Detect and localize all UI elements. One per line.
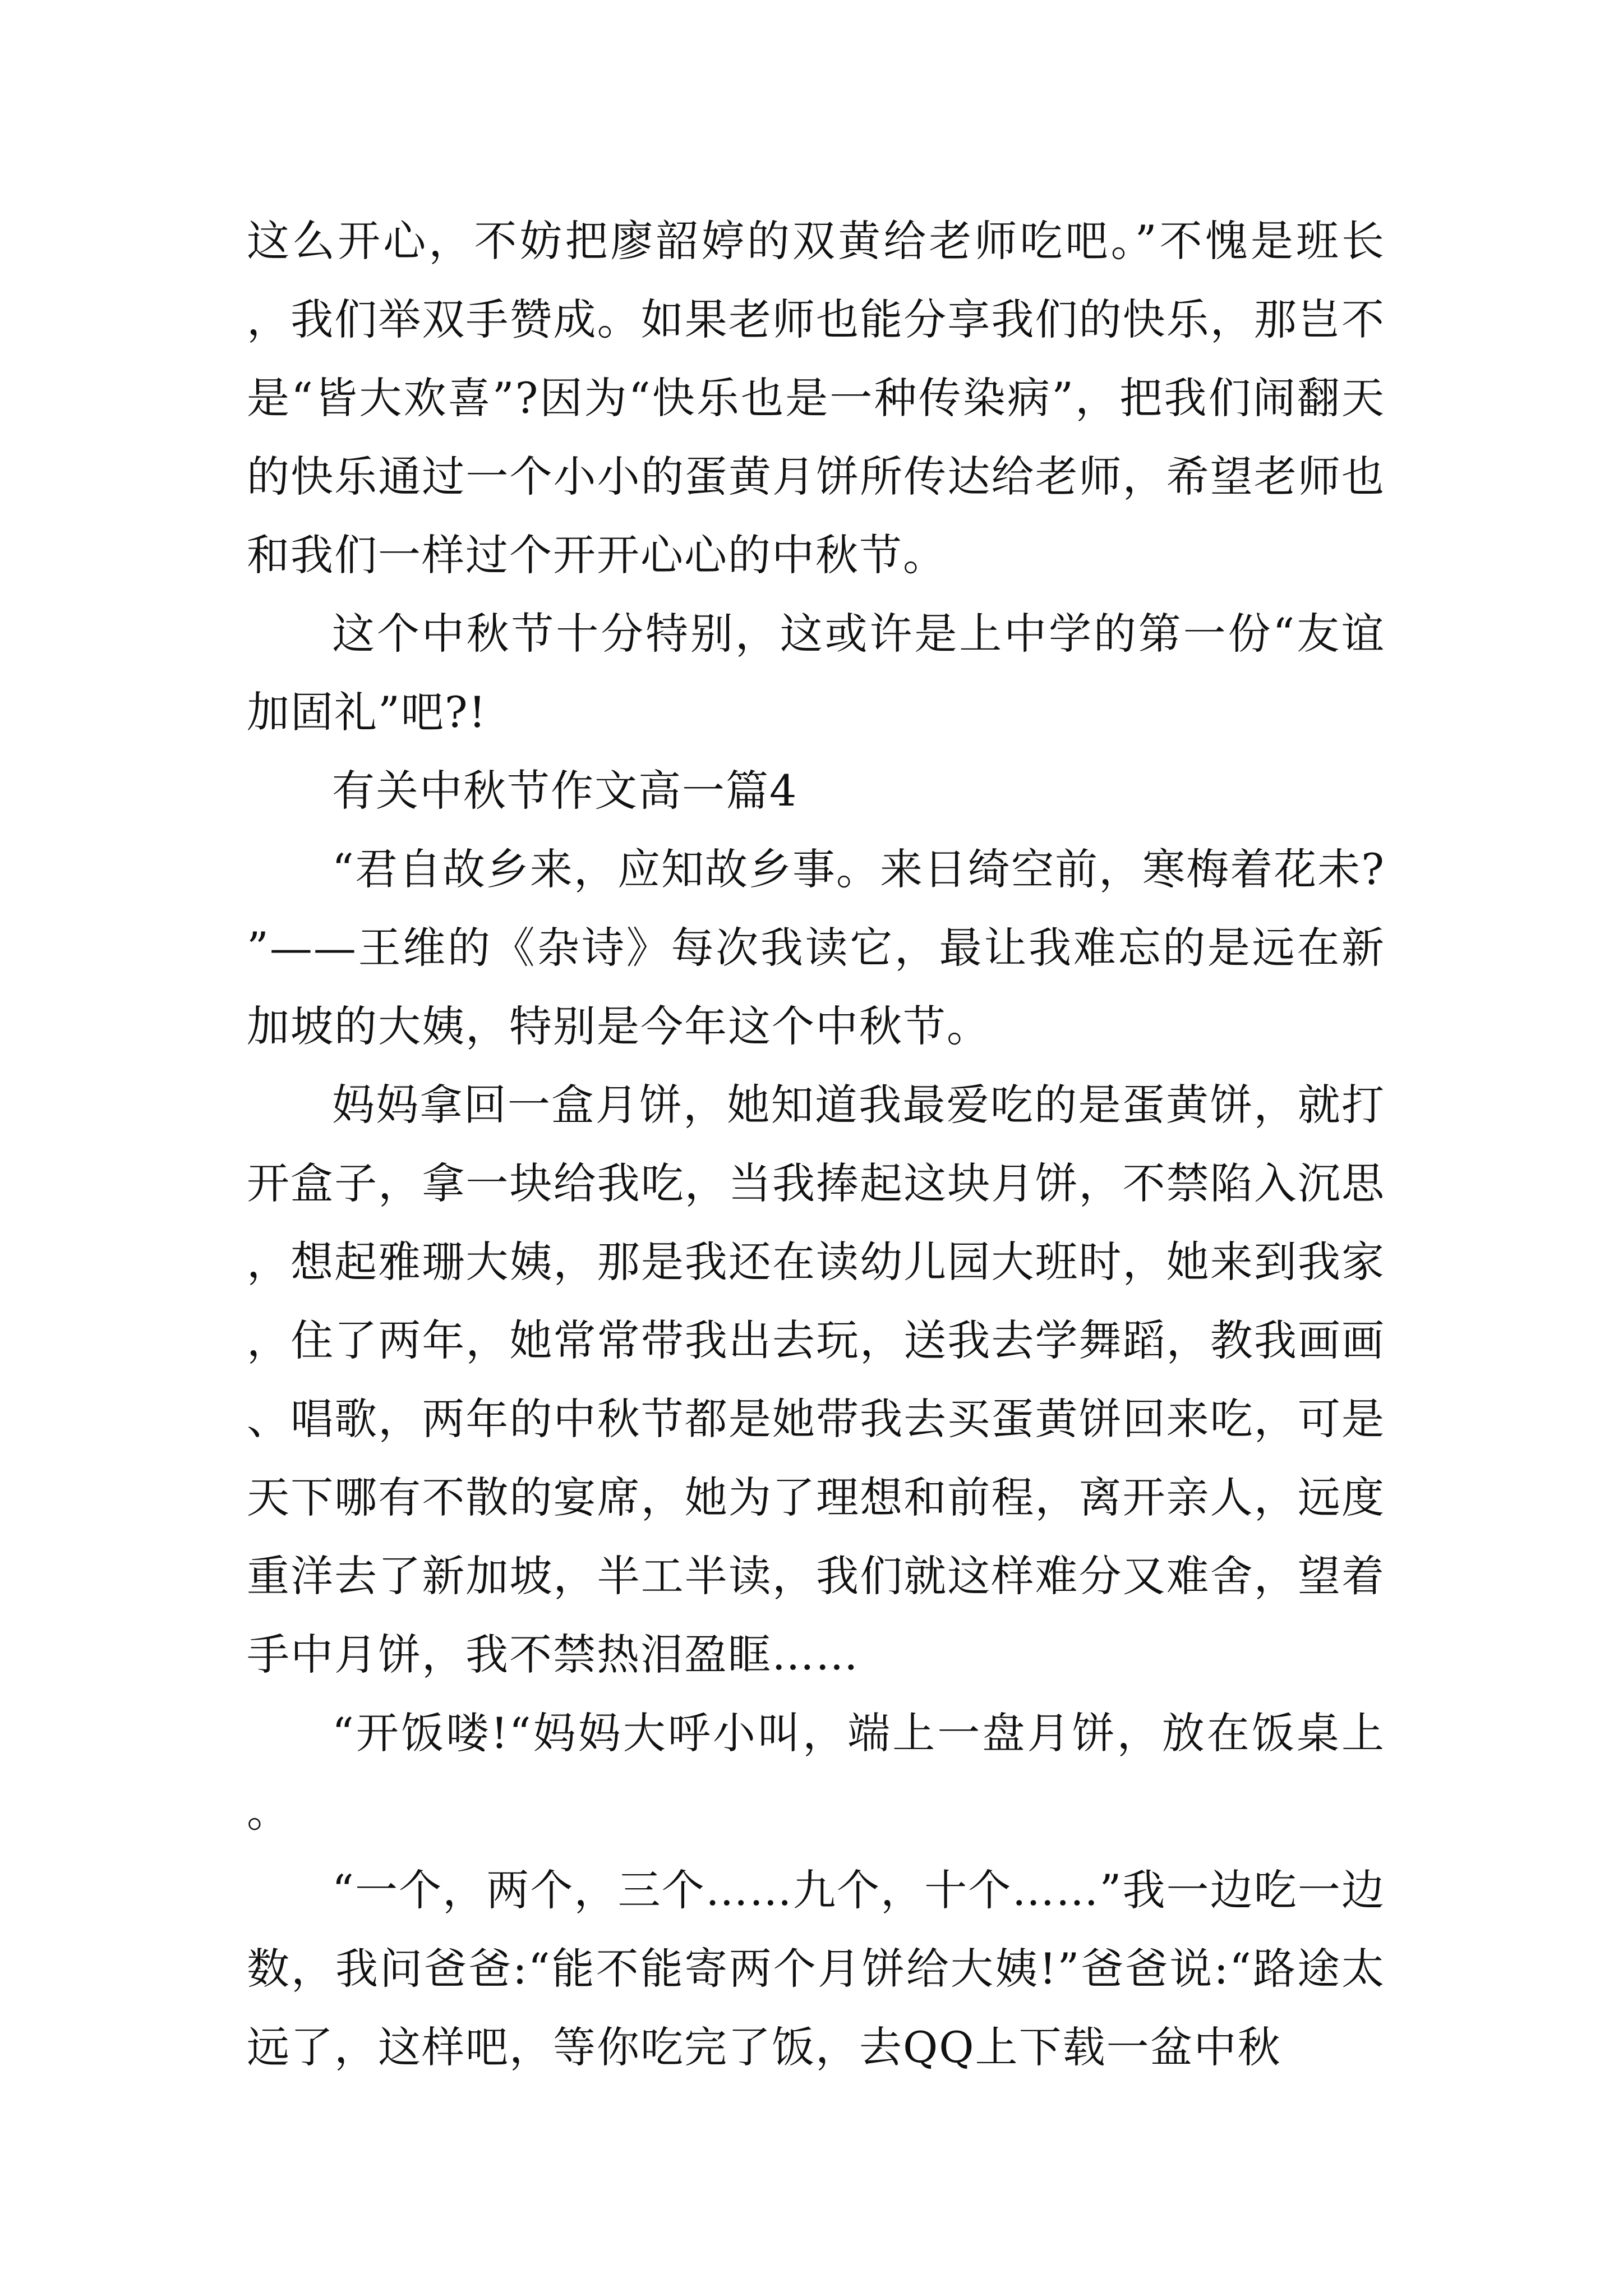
paragraph-4: 妈妈拿回一盒月饼，她知道我最爱吃的是蛋黄饼，就打开盒子，拿一块给我吃，当我捧起这块月饼，不禁陷入沉思，想起雅珊大姨，那是我还在读幼儿园大班时，她来到我家，住了两年，她常常带我出去玩，送我去学舞蹈，教我画画、唱歌，两年的中秋节都是她带我去买蛋黄饼回来吃，可是天下哪有不散的宴席，她为了理想和前程，离开亲人，远度重洋去了新加坡，半工半读，我们就这样难分又难舍，望着手中月饼，我不禁热泪盈眶…… — [247, 1080, 1385, 1680]
section-heading: 有关中秋节作文高一篇4 — [332, 766, 798, 816]
paragraph-1: 这么开心，不妨把廖韶婷的双黄给老师吃吧。”不愧是班长，我们举双手赞成。如果老师也能分享我们的快乐，那岂不是“皆大欢喜”?因为“快乐也是一种传染病”，把我们闹翻天的快乐通过一个小小的蛋黄月饼所传达给老师，希望老师也和我们一样过个开开心心的中秋节。 — [247, 216, 1385, 580]
document-body — [247, 202, 1385, 2087]
paragraph-3: “君自故乡来，应知故乡事。来日绮空前，寒梅着花未?”——王维的《杂诗》每次我读它，最让我难忘的是远在新加坡的大姨，特别是今年这个中秋节。 — [247, 844, 1385, 1051]
paragraph-5: “开饭喽!“妈妈大呼小叫，端上一盘月饼，放在饭桌上。 — [247, 1708, 1385, 1837]
paragraph-6: “一个，两个，三个……九个，十个……”我一边吃一边数，我问爸爸:“能不能寄两个月饼给大姨!”爸爸说:“路途太远了，这样吧，等你吃完了饭，去QQ上下载一盆中秋 — [247, 1865, 1385, 2072]
paragraph-2: 这个中秋节十分特别，这或许是上中学的第一份“友谊加固礼”吧?! — [247, 609, 1385, 737]
